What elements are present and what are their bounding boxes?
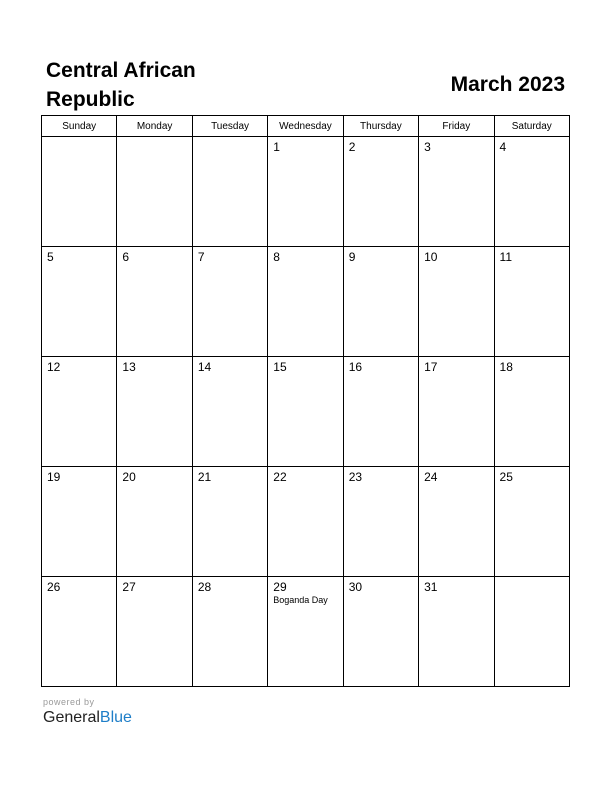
week-row (42, 247, 570, 357)
day-number: 22 (273, 470, 287, 484)
day-cell (268, 137, 343, 247)
day-cell (268, 357, 343, 467)
day-cell (419, 247, 494, 357)
week-row (42, 467, 570, 577)
day-cell (494, 137, 569, 247)
empty-day-cell (42, 137, 117, 247)
week-row (42, 137, 570, 247)
country-title: Central African Republic (46, 59, 196, 111)
day-number: 10 (424, 250, 438, 264)
weekday-monday: Monday (117, 116, 192, 137)
day-number: 27 (122, 580, 136, 594)
day-cell (192, 577, 267, 687)
day-number: 31 (424, 580, 438, 594)
day-number: 23 (348, 470, 363, 484)
day-cell (343, 467, 418, 577)
day-cell (419, 357, 494, 467)
day-cell (494, 247, 569, 357)
day-number: 5 (47, 250, 54, 264)
weekday-sunday: Sunday (42, 116, 117, 137)
day-cell (42, 357, 117, 467)
day-number: 26 (47, 580, 61, 594)
day-number: 21 (197, 470, 212, 484)
day-number: 11 (499, 250, 512, 264)
weekday-header-row (42, 116, 570, 137)
calendar-grid (41, 115, 570, 687)
empty-day-cell (494, 577, 569, 687)
day-cell (343, 577, 418, 687)
day-number: 15 (273, 360, 287, 374)
day-cell (117, 467, 192, 577)
weekday-friday: Friday (419, 116, 494, 137)
day-number: 28 (197, 580, 212, 594)
brand-name-part2: Blue (99, 709, 132, 726)
day-number: 12 (47, 360, 61, 374)
day-number: 13 (122, 360, 136, 374)
day-number: 17 (424, 360, 438, 374)
weekday-thursday: Thursday (343, 116, 418, 137)
day-cell (494, 357, 569, 467)
day-cell (117, 247, 192, 357)
day-cell (42, 577, 117, 687)
day-number: 9 (348, 250, 356, 264)
empty-day-cell (117, 137, 192, 247)
day-cell (419, 467, 494, 577)
empty-day-cell (192, 137, 267, 247)
day-cell (343, 137, 418, 247)
holiday-label: Boganda Day (273, 595, 328, 605)
day-number: 18 (499, 360, 513, 374)
day-cell (343, 247, 418, 357)
day-number: 8 (273, 250, 280, 264)
day-number: 16 (348, 360, 363, 374)
weekday-tuesday: Tuesday (192, 116, 267, 137)
day-number: 6 (122, 250, 130, 264)
day-number: 30 (348, 580, 363, 594)
day-cell (192, 357, 267, 467)
week-row (42, 357, 570, 467)
day-number: 20 (122, 470, 136, 484)
day-cell (42, 247, 117, 357)
generalblue-logo (43, 708, 132, 728)
day-number: 25 (499, 470, 513, 484)
day-cell (192, 247, 267, 357)
day-number: 29 (273, 580, 287, 594)
day-cell (42, 467, 117, 577)
day-number: 1 (273, 140, 280, 154)
week-row (42, 577, 570, 687)
footer-branding (43, 697, 132, 728)
day-number: 2 (348, 140, 356, 154)
day-cell (268, 467, 343, 577)
day-cell (268, 577, 343, 687)
day-cell (494, 467, 569, 577)
day-number: 19 (47, 470, 61, 484)
weekday-wednesday: Wednesday (268, 116, 343, 137)
weekday-saturday: Saturday (494, 116, 569, 137)
day-cell (419, 577, 494, 687)
month-title: March 2023 (450, 73, 565, 96)
day-number: 3 (424, 140, 431, 154)
brand-name-part1: General (43, 709, 100, 726)
calendar-body (42, 137, 570, 687)
powered-by-text: powered by (43, 697, 95, 707)
day-cell (117, 577, 192, 687)
day-number: 7 (197, 250, 205, 264)
day-cell (117, 357, 192, 467)
day-cell (192, 467, 267, 577)
day-cell (419, 137, 494, 247)
day-number: 14 (197, 360, 212, 374)
day-number: 4 (499, 140, 507, 154)
day-number: 24 (424, 470, 438, 484)
day-cell (268, 247, 343, 357)
day-cell (343, 357, 418, 467)
